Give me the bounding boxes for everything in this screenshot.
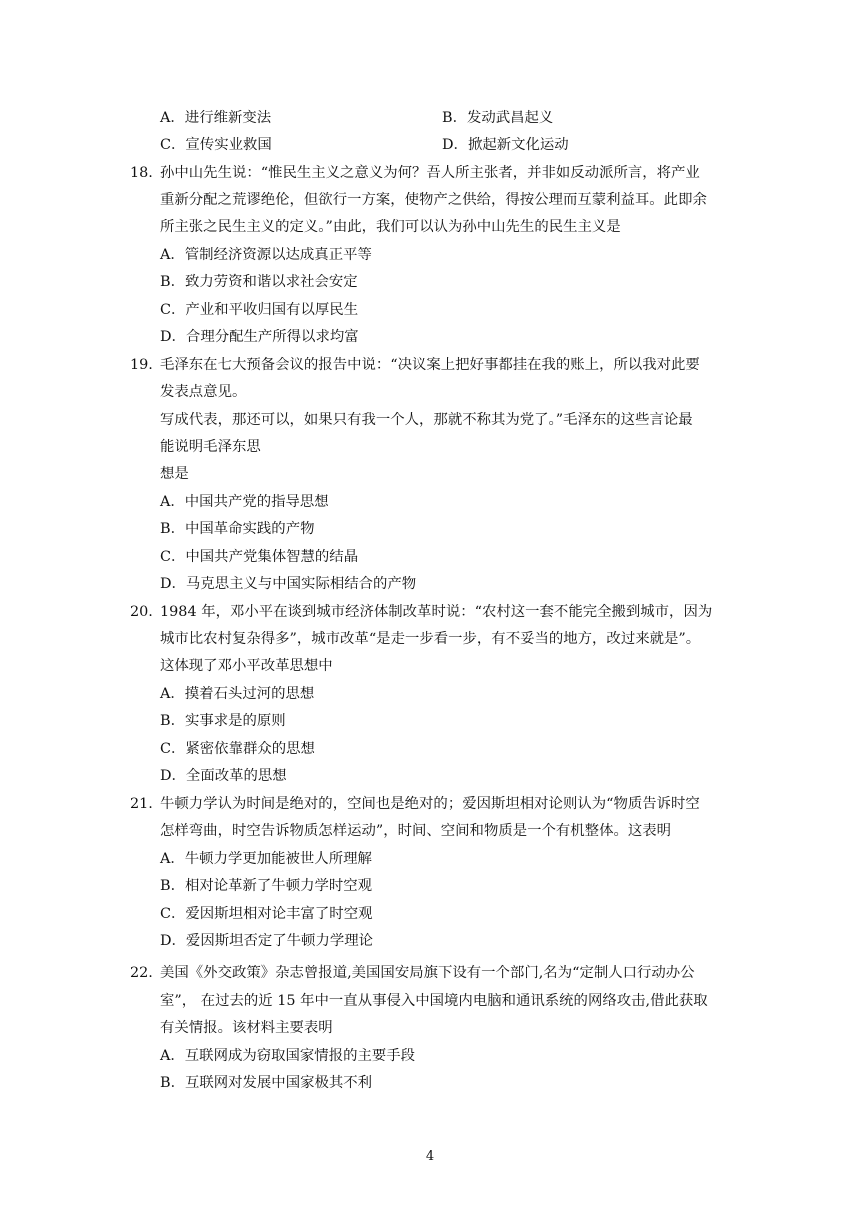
question-text: 1984 年，邓小平在谈到城市经济体制改革时说：“农村这一套不能完全搬到城市，因为 bbox=[160, 604, 713, 620]
question-text: 城市比农村复杂得多”，城市改革“是走一步看一步，有不妥当的地方，改过来就是”。 bbox=[160, 631, 701, 647]
option: A．中国共产党的指导思想 bbox=[160, 494, 329, 510]
option-c: C．宣传实业救国 bbox=[160, 137, 272, 153]
question-text: 美国《外交政策》杂志曾报道,美国国安局旗下设有一个部门,名为“定制人口行动办公 bbox=[160, 965, 695, 981]
option: B．互联网对发展中国家极其不利 bbox=[160, 1075, 373, 1091]
option: B．致力劳资和谐以求社会安定 bbox=[160, 274, 358, 290]
option: B．实事求是的原则 bbox=[160, 713, 286, 729]
question-text: 毛泽东在七大预备会议的报告中说：“决议案上把好事都挂在我的账上，所以我对此要 bbox=[160, 357, 700, 373]
option-a: A．进行维新变法 bbox=[160, 110, 272, 126]
option: D．马克思主义与中国实际相结合的产物 bbox=[160, 576, 417, 592]
question-number: 21. bbox=[130, 796, 153, 812]
option: C．爱因斯坦相对论丰富了时空观 bbox=[160, 906, 373, 922]
option: C．紧密依靠群众的思想 bbox=[160, 741, 315, 757]
question-text: 想是 bbox=[160, 466, 189, 482]
option-b: B．发动武昌起义 bbox=[442, 110, 554, 126]
question-text: 所主张之民生主义的定义。”由此，我们可以认为孙中山先生的民生主义是 bbox=[160, 219, 621, 235]
question-number: 19. bbox=[130, 357, 153, 373]
question-text: 发表点意见。 bbox=[160, 384, 247, 400]
question-text: 写成代表，那还可以，如果只有我一个人，那就不称其为党了。”毛泽东的这些言论最 bbox=[160, 412, 693, 428]
option: C．产业和平收归国有以厚民生 bbox=[160, 302, 359, 318]
question-text: 能说明毛泽东思 bbox=[160, 439, 261, 455]
option: D．爱因斯坦否定了牛顿力学理论 bbox=[160, 933, 374, 949]
option: C．中国共产党集体智慧的结晶 bbox=[160, 549, 359, 565]
question-text: 怎样弯曲，时空告诉物质怎样运动”，时间、空间和物质是一个有机整体。这表明 bbox=[160, 823, 672, 839]
question-text: 牛顿力学认为时间是绝对的，空间也是绝对的；爱因斯坦相对论则认为“物质告诉时空 bbox=[160, 796, 700, 812]
question-text: 重新分配之荒谬绝伦，但欲行一方案，使物产之供给，得按公理而互蒙利益耳。此即余 bbox=[160, 192, 707, 208]
question-text: 这体现了邓小平改革思想中 bbox=[160, 658, 333, 674]
page-number: 4 bbox=[425, 1149, 435, 1164]
option: A．摸着石头过河的思想 bbox=[160, 686, 315, 702]
option: D．合理分配生产所得以求均富 bbox=[160, 329, 359, 345]
question-number: 18. bbox=[130, 165, 153, 181]
question-number: 22. bbox=[130, 965, 153, 981]
option: A．互联网成为窃取国家情报的主要手段 bbox=[160, 1048, 416, 1064]
option: D．全面改革的思想 bbox=[160, 768, 287, 784]
question-number: 20. bbox=[130, 604, 153, 620]
option: B．相对论革新了牛顿力学时空观 bbox=[160, 878, 373, 894]
option: B．中国革命实践的产物 bbox=[160, 521, 315, 537]
option-d: D．掀起新文化运动 bbox=[442, 137, 569, 153]
question-text: 室”， 在过去的近 15 年中一直从事侵入中国境内电脑和通讯系统的网络攻击,借此获取 bbox=[160, 993, 708, 1009]
option: A．管制经济资源以达成真正平等 bbox=[160, 247, 372, 263]
question-text: 有关情报。该材料主要表明 bbox=[160, 1020, 333, 1036]
option: A．牛顿力学更加能被世人所理解 bbox=[160, 851, 372, 867]
question-text: 孙中山先生说：“惟民生主义之意义为何？吾人所主张者，并非如反动派所言，将产业 bbox=[160, 165, 700, 181]
